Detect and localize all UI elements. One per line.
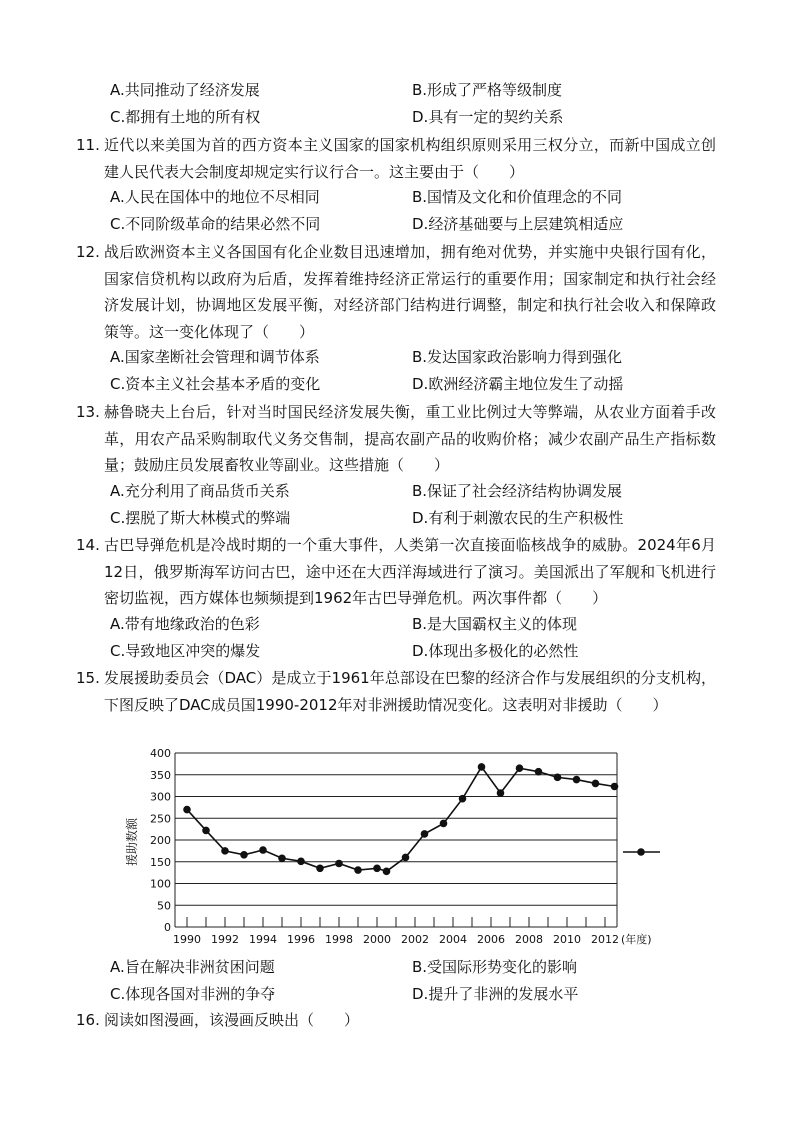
q13-number: 13.	[76, 403, 100, 421]
aid-line-chart	[120, 744, 700, 949]
x-tick-label: 2012	[591, 933, 619, 946]
q11-number: 11.	[76, 136, 100, 154]
q11-option-b: B.国情及文化和价值理念的不同	[412, 188, 623, 206]
q16-number: 16.	[76, 1011, 100, 1029]
x-tick-label: 2010	[553, 933, 581, 946]
q14-option-c: C.导致地区冲突的爆发	[110, 642, 261, 660]
q14-option-d: D.体现出多极化的必然性	[412, 642, 579, 660]
q14-option-a: A.带有地缘政治的色彩	[110, 615, 260, 633]
data-point	[535, 768, 543, 776]
data-point	[373, 864, 381, 872]
q13-option-c: C.摆脱了斯大林模式的弊端	[110, 509, 291, 527]
q12-option-c: C.资本主义社会基本矛盾的变化	[110, 375, 321, 393]
y-tick-label: 50	[157, 899, 171, 913]
q15-option-b: B.受国际形势变化的影响	[412, 958, 578, 976]
q15-number: 15.	[76, 669, 100, 687]
series-line	[187, 767, 615, 871]
y-axis-label: 援助数额	[125, 817, 139, 867]
y-tick-label: 100	[150, 877, 171, 891]
q15-option-a: A.旨在解决非洲贫困问题	[110, 958, 275, 976]
data-point	[202, 827, 210, 835]
data-point	[554, 774, 562, 782]
y-tick-label: 400	[150, 747, 171, 760]
chart-grid	[175, 753, 617, 927]
data-point	[440, 820, 448, 828]
q13-option-b: B.保证了社会经济结构协调发展	[412, 482, 623, 500]
q11-option-c: C.不同阶级革命的结果必然不同	[110, 215, 321, 233]
data-point	[259, 846, 267, 854]
q10-option-c: C.都拥有土地的所有权	[110, 108, 261, 126]
x-tick-label: 2006	[477, 933, 505, 946]
y-tick-label: 150	[150, 855, 171, 869]
y-tick-label: 0	[164, 921, 171, 934]
x-tick-label: 2008	[515, 933, 543, 946]
q13-option-a: A.充分利用了商品货币关系	[110, 482, 290, 500]
y-tick-label: 200	[150, 834, 171, 847]
q11-option-a: A.人民在国体中的地位不尽相同	[110, 188, 320, 206]
data-point	[478, 763, 486, 771]
data-point	[335, 860, 343, 868]
x-tick-label: 1996	[287, 933, 315, 946]
q15-option-c: C.体现各国对非洲的争夺	[110, 985, 276, 1003]
chart-series	[183, 763, 618, 875]
x-tick-label: 1994	[249, 933, 277, 946]
data-point	[611, 783, 619, 791]
q11-stem: 近代以来美国为首的西方资本主义国家的国家机构组织原则采用三权分立，而新中国成立创建人民代表大会制度却规定实行议行合一。这主要由于（ ）	[104, 136, 716, 181]
data-point	[297, 858, 305, 866]
x-tick-label: 1992	[211, 933, 239, 946]
x-tick-label: 1990	[173, 933, 201, 946]
x-tick-label: 1998	[325, 933, 353, 946]
data-point	[516, 764, 524, 772]
x-tick-label: 2000	[363, 933, 391, 946]
data-point	[221, 847, 229, 855]
q14-number: 14.	[76, 536, 100, 554]
q10-option-d: D.具有一定的契约关系	[412, 108, 564, 126]
data-point	[183, 806, 191, 814]
x-unit-label: (年度)	[621, 933, 652, 946]
q14-stem: 古巴导弹危机是冷战时期的一个重大事件，人类第一次直接面临核战争的威胁。2024年6月12日，俄罗斯海军访问古巴，途中还在大西洋海域进行了演习。美国派出了军舰和飞机进行密切监视，西方媒体也频频提到1962年古巴导弹危机。两次事件都（ ）	[104, 536, 716, 607]
y-tick-label: 350	[150, 768, 171, 782]
data-point	[592, 780, 600, 788]
data-point	[497, 789, 505, 797]
q15-stem: 发展援助委员会（DAC）是成立于1961年总部设在巴黎的经济合作与发展组织的分支机构，下图反映了DAC成员国1990-2012年对非洲援助情况变化。这表明对非援助（ ）	[104, 669, 716, 714]
q13-option-d: D.有利于刺激农民的生产积极性	[412, 509, 624, 527]
q12-stem: 战后欧洲资本主义各国国有化企业数目迅速增加，拥有绝对优势，并实施中央银行国有化，国家信贷机构以政府为后盾，发挥着维持经济正常运行的重要作用；国家制定和执行社会经济发展计划，协调地区发展平衡，对经济部门结构进行调整，制定和执行社会收入和保障政策等。这一变化体现了（ ）	[104, 243, 716, 341]
y-tick-label: 250	[150, 812, 171, 826]
q12-option-b: B.发达国家政治影响力得到强化	[412, 348, 623, 366]
data-point	[459, 795, 467, 803]
x-tick-label: 2002	[401, 933, 429, 946]
data-point	[573, 776, 581, 784]
q15-option-d: D.提升了非洲的发展水平	[412, 985, 579, 1003]
data-point	[402, 854, 410, 862]
q14-option-b: B.是大国霸权主义的体现	[412, 615, 578, 633]
data-point	[316, 864, 324, 872]
legend-marker	[637, 848, 645, 856]
data-point	[354, 866, 362, 874]
q16-stem: 阅读如图漫画，该漫画反映出（ ）	[104, 1011, 360, 1029]
y-tick-label: 300	[150, 790, 171, 804]
q12-option-d: D.欧洲经济霸主地位发生了动摇	[412, 375, 624, 393]
q11-option-d: D.经济基础要与上层建筑相适应	[412, 215, 624, 233]
data-point	[421, 830, 429, 838]
q10-option-b: B.形成了严格等级制度	[412, 81, 563, 99]
q12-option-a: A.国家垄断社会管理和调节体系	[110, 348, 320, 366]
data-point	[278, 854, 286, 862]
x-tick-label: 2004	[439, 933, 467, 946]
q10-option-a: A.共同推动了经济发展	[110, 81, 260, 99]
data-point	[383, 868, 391, 876]
chart-labels	[124, 747, 660, 946]
q12-number: 12.	[76, 243, 100, 261]
data-point	[240, 851, 248, 859]
q13-stem: 赫鲁晓夫上台后，针对当时国民经济发展失衡，重工业比例过大等弊端，从农业方面着手改革，用农产品采购制取代义务交售制，提高农副产品的收购价格；减少农副产品生产指标数量；鼓励庄员发展畜牧业等副业。这些措施（ ）	[104, 403, 716, 474]
